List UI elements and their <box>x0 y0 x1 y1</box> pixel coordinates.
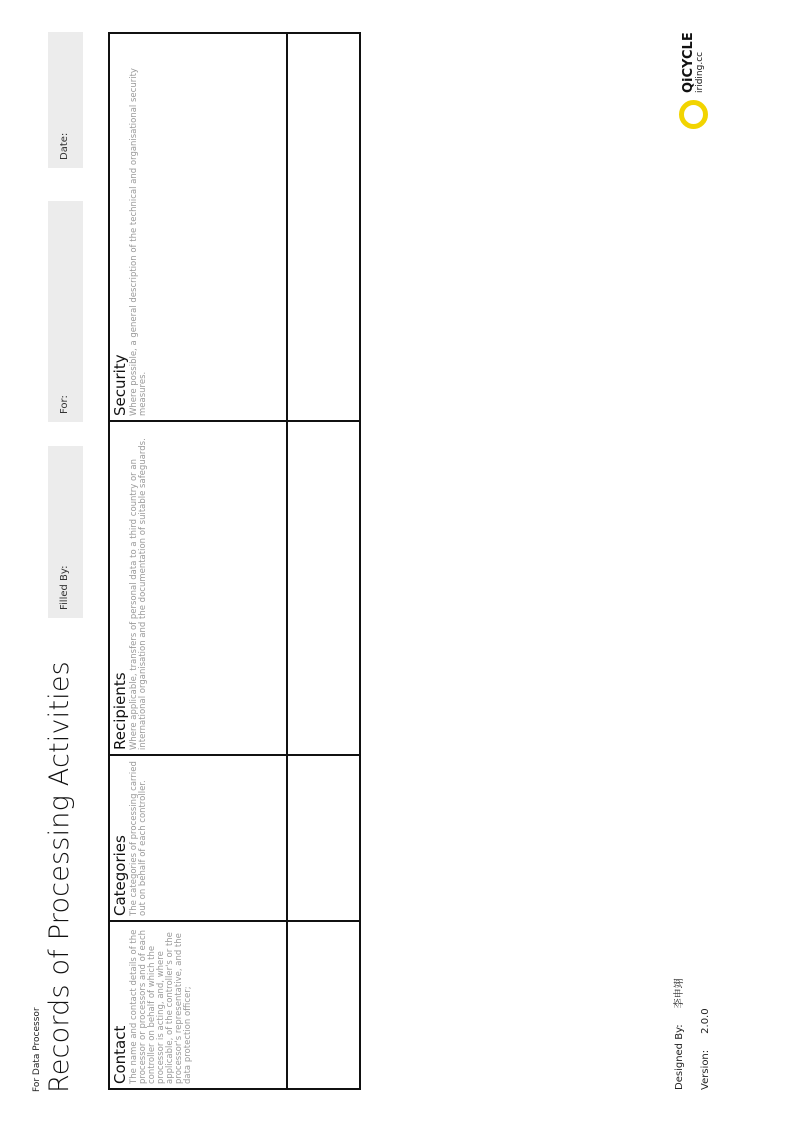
form-kicker: For Data Processor <box>32 1007 42 1092</box>
date-label: Date: <box>59 132 70 160</box>
contact-entry-cell[interactable] <box>288 922 359 1088</box>
page-title: Records of Processing Activities <box>44 661 75 1093</box>
categories-entry-cell[interactable] <box>288 756 359 920</box>
logo-url: iriding.cc <box>695 51 705 93</box>
version <box>700 1008 711 1090</box>
records-table <box>108 32 361 1090</box>
column-description: Where applicable, transfers of personal data to a third country or an international organisation and the documentation of suitable safeguards. <box>129 438 148 750</box>
column-heading: Categories <box>111 835 129 916</box>
column-security <box>110 34 286 420</box>
column-description: Where possible, a general description of the technical and organisational security measures. <box>129 68 148 416</box>
column-recipients <box>110 422 286 754</box>
designed-by <box>670 978 685 1090</box>
column-categories <box>110 756 286 920</box>
filled-by-field[interactable] <box>48 446 83 618</box>
logo-ring-icon <box>679 100 708 129</box>
column-heading: Recipients <box>111 672 129 750</box>
designed-by-label: Designed By: <box>674 1024 685 1090</box>
filled-by-label: Filled By: <box>59 565 70 610</box>
column-description: The categories of processing carried out on behalf of each controller. <box>129 761 148 916</box>
for-field[interactable] <box>48 201 83 422</box>
column-heading: Contact <box>111 1025 129 1084</box>
column-description: The name and contact details of the processor or processors and of each controller on behalf of which the processor is acting, and, where applicable, of the controller's or the processor's representative, and the data protection officer; <box>129 929 193 1084</box>
date-field[interactable] <box>48 32 83 168</box>
for-label: For: <box>59 395 70 414</box>
column-heading: Security <box>111 354 129 416</box>
designed-by-value: 李申翊 <box>674 978 685 1009</box>
logo-name: QiCYCLE <box>681 32 696 93</box>
version-value: 2.0.0 <box>700 1008 711 1034</box>
column-contact <box>110 922 286 1088</box>
brand-logo <box>677 32 721 129</box>
security-entry-cell[interactable] <box>288 34 359 420</box>
recipients-entry-cell[interactable] <box>288 422 359 754</box>
version-label: Version: <box>700 1049 711 1090</box>
